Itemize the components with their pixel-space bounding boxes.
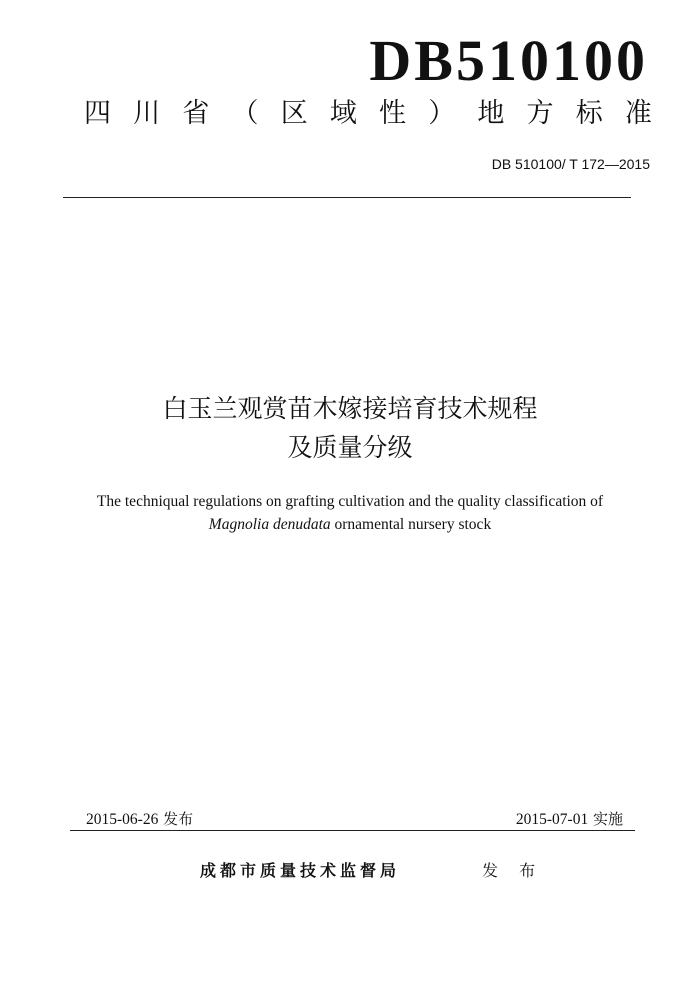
standard-type-char: 域 [329, 98, 357, 129]
implementation-date-label: 实施 [588, 810, 623, 828]
title-english-line2-rest: ornamental nursery stock [330, 516, 492, 533]
standard-type-char: ） [428, 98, 456, 129]
standard-type-char: 方 [526, 98, 554, 129]
title-english-line1: The techniqual regulations on grafting cultivation and the quality classification of [96, 493, 604, 510]
implementation-date [516, 808, 623, 829]
standard-type-char: 区 [280, 98, 308, 129]
standard-type-char: 省 [182, 98, 210, 129]
issue-date-label: 发布 [158, 810, 194, 828]
title-english-line2 [0, 516, 700, 534]
standard-type-char: 准 [624, 98, 652, 129]
issue-date-value: 2015-06-26 [86, 811, 159, 828]
issuing-action: 发 布 [482, 861, 544, 880]
standard-code: DB510100 [369, 28, 648, 93]
implementation-date-value: 2015-07-01 [515, 811, 589, 828]
standard-type-char: 性 [379, 98, 407, 129]
issue-date [86, 808, 193, 829]
standard-type-char: 川 [133, 98, 161, 129]
standard-number: DB 510100/ T 172—2015 [491, 156, 650, 172]
footer-divider [70, 830, 635, 831]
standard-type-char: （ [231, 98, 259, 129]
standard-type-char: 地 [477, 98, 505, 129]
standard-type-char: 标 [575, 98, 603, 129]
species-name: Magnolia denudata [208, 516, 331, 533]
header-divider [63, 197, 631, 198]
standard-type-char: 四 [84, 98, 111, 129]
issuing-authority: 成都市质量技术监督局 [200, 861, 401, 880]
standard-type [84, 100, 652, 127]
title-chinese-line1: 白玉兰观赏苗木嫁接培育技术规程 [162, 394, 538, 423]
title-chinese-line2: 及质量分级 [287, 433, 413, 462]
